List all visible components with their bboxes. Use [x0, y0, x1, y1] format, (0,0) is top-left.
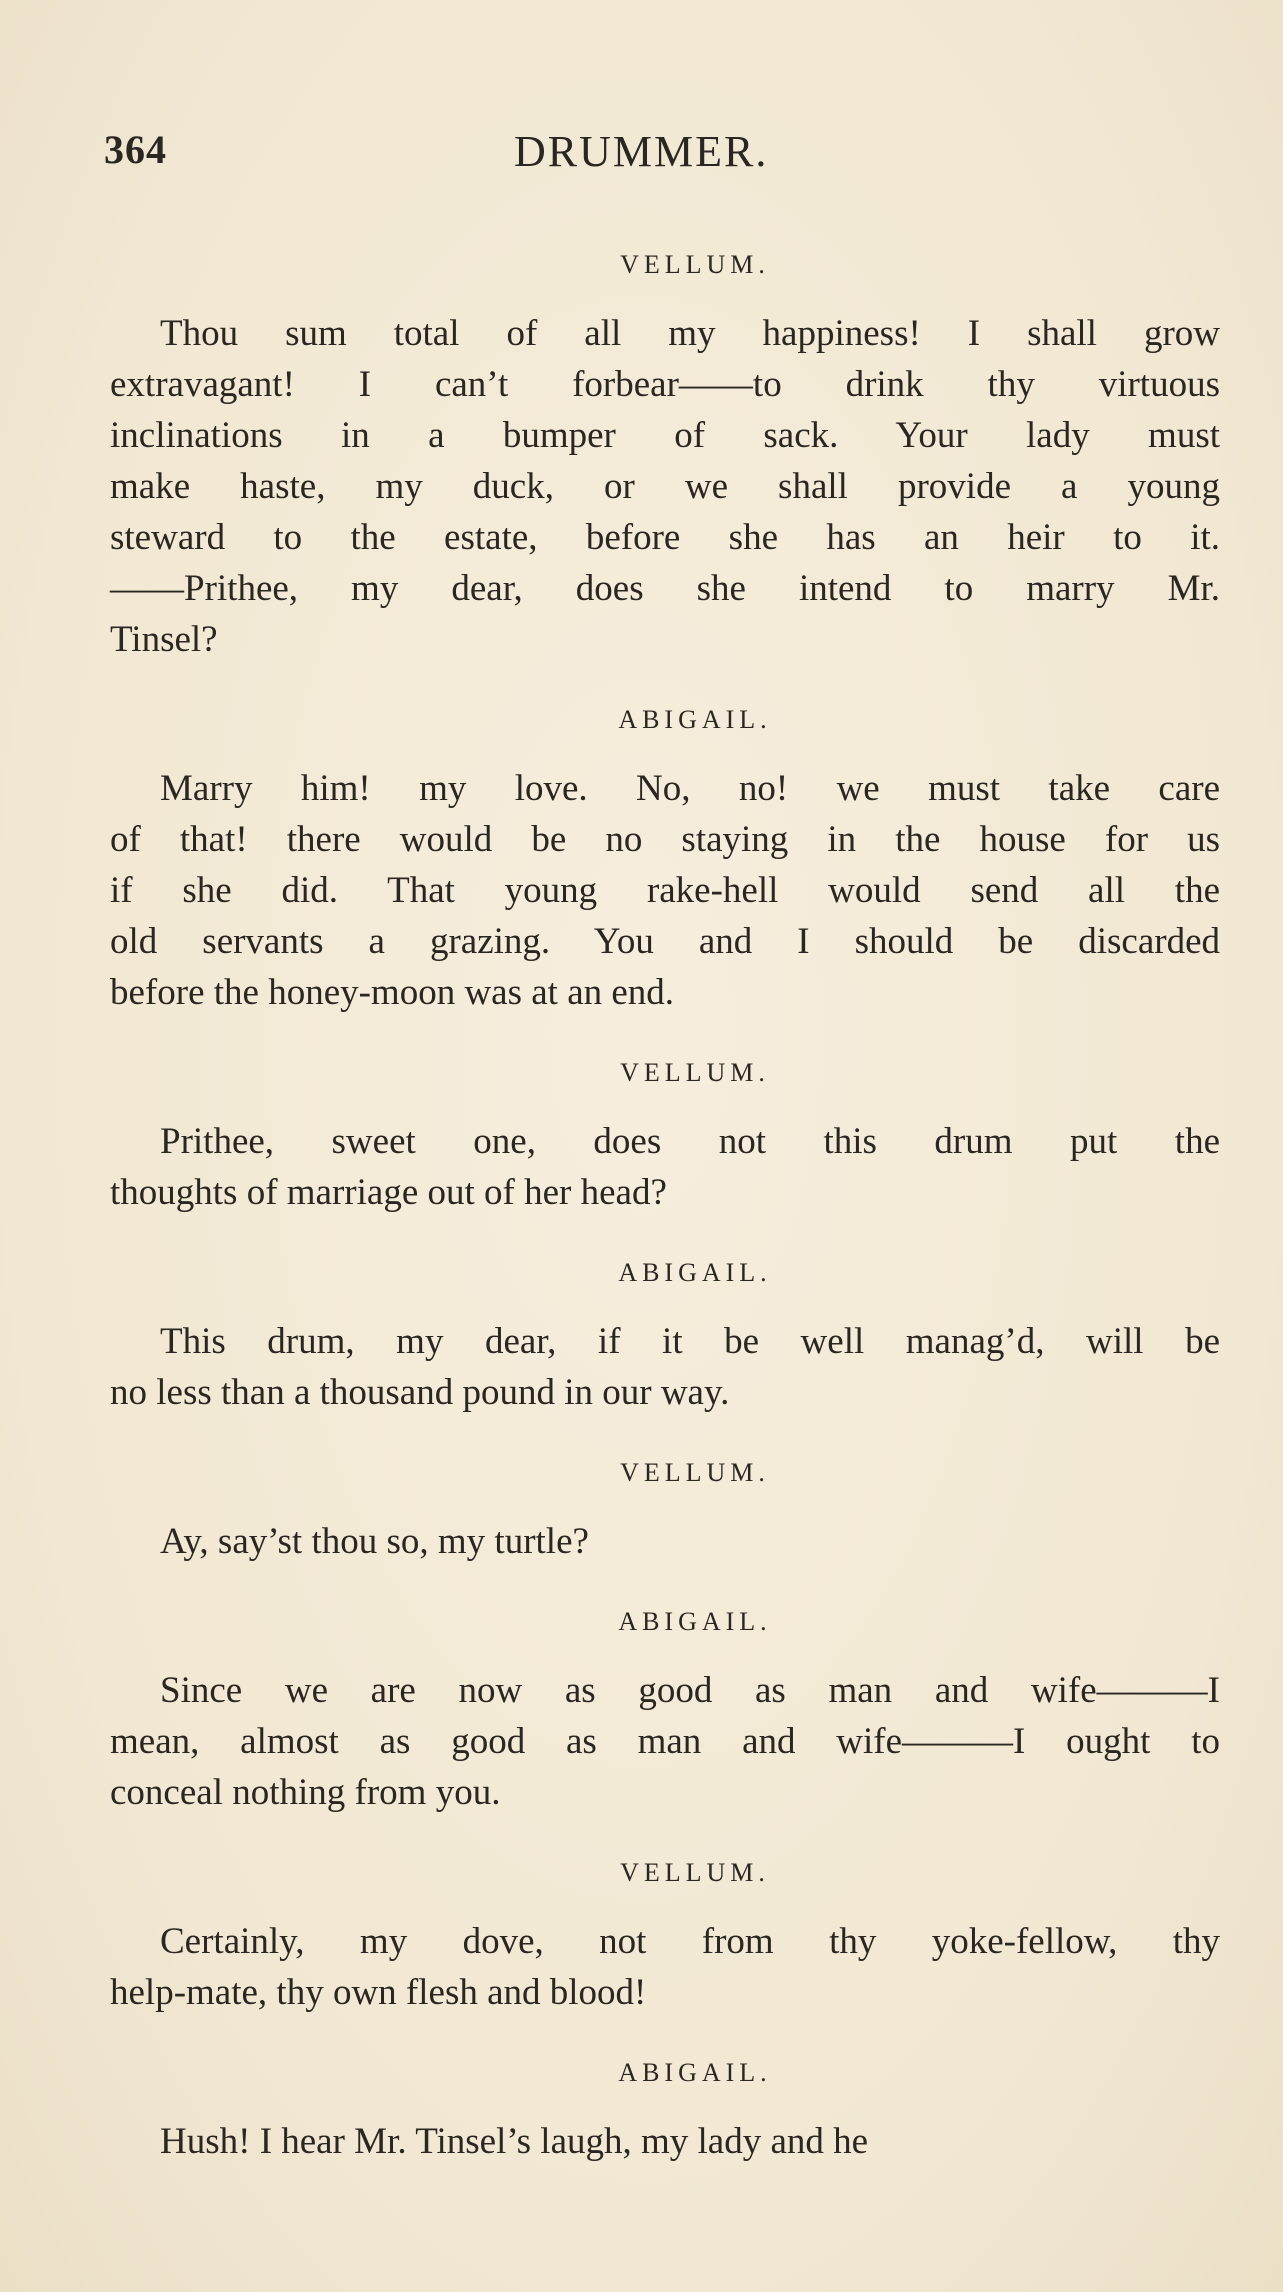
speaker-name: ABIGAIL.	[618, 1258, 772, 1287]
speech-line: Thou sum total of all my happiness! I shall grow	[160, 313, 1220, 354]
speaker-name: VELLUM.	[620, 1458, 770, 1487]
speech-line: steward to the estate, before she has an heir to it.	[110, 517, 1220, 558]
speech-paragraph	[110, 1516, 1220, 1567]
speech-line: This drum, my dear, if it be well manag’d, will be	[160, 1321, 1220, 1362]
speaker-name: ABIGAIL.	[618, 705, 772, 734]
speech-line: help-mate, thy own flesh and blood!	[110, 1972, 647, 2013]
speaker-name: VELLUM.	[620, 1058, 770, 1087]
speech-line: Hush! I hear Mr. Tinsel’s laugh, my lady and he	[160, 2121, 869, 2162]
speech-paragraph	[110, 1316, 1220, 1418]
speech-line: mean, almost as good as man and wife———I ought to	[110, 1721, 1220, 1762]
speaker-name: ABIGAIL.	[618, 1607, 772, 1636]
speech-line: old servants a grazing. You and I should be discarded	[110, 921, 1220, 962]
speech-line: make haste, my duck, or we shall provide a young	[110, 466, 1220, 507]
speech-paragraph	[110, 763, 1220, 1018]
speech-line: Since we are now as good as man and wife———I	[160, 1670, 1220, 1711]
speech-line: inclinations in a bumper of sack. Your lady must	[110, 415, 1220, 456]
page-header	[104, 126, 1214, 186]
speech-line: Tinsel?	[110, 619, 218, 660]
speech-line: Marry him! my love. No, no! we must take care	[160, 768, 1220, 809]
speech-line: if she did. That young rake-hell would send all the	[110, 870, 1220, 911]
speaker-name: VELLUM.	[620, 250, 770, 279]
speech-paragraph	[110, 1916, 1220, 2018]
speech-paragraph	[110, 1665, 1220, 1818]
page-number: 364	[104, 127, 167, 172]
speech-line: Certainly, my dove, not from thy yoke-fellow, thy	[160, 1921, 1220, 1962]
dialogue-content	[110, 250, 1220, 2207]
speaker-name: VELLUM.	[620, 1858, 770, 1887]
speech-line: of that! there would be no staying in the house for us	[110, 819, 1220, 860]
speech-paragraph	[110, 2116, 1220, 2167]
speech-line: Ay, say’st thou so, my turtle?	[160, 1521, 589, 1562]
speech-line: extravagant! I can’t forbear——to drink thy virtuous	[110, 364, 1220, 405]
speech-line: ——Prithee, my dear, does she intend to marry Mr.	[110, 568, 1220, 609]
speaker-name: ABIGAIL.	[618, 2058, 772, 2087]
speech-line: no less than a thousand pound in our way.	[110, 1372, 730, 1413]
running-title: DRUMMER.	[514, 127, 769, 176]
speech-paragraph	[110, 308, 1220, 665]
speech-line: conceal nothing from you.	[110, 1772, 501, 1813]
speech-line: thoughts of marriage out of her head?	[110, 1172, 667, 1213]
speech-paragraph	[110, 1116, 1220, 1218]
speech-line: Prithee, sweet one, does not this drum put the	[160, 1121, 1220, 1162]
speech-line: before the honey-moon was at an end.	[110, 972, 675, 1013]
